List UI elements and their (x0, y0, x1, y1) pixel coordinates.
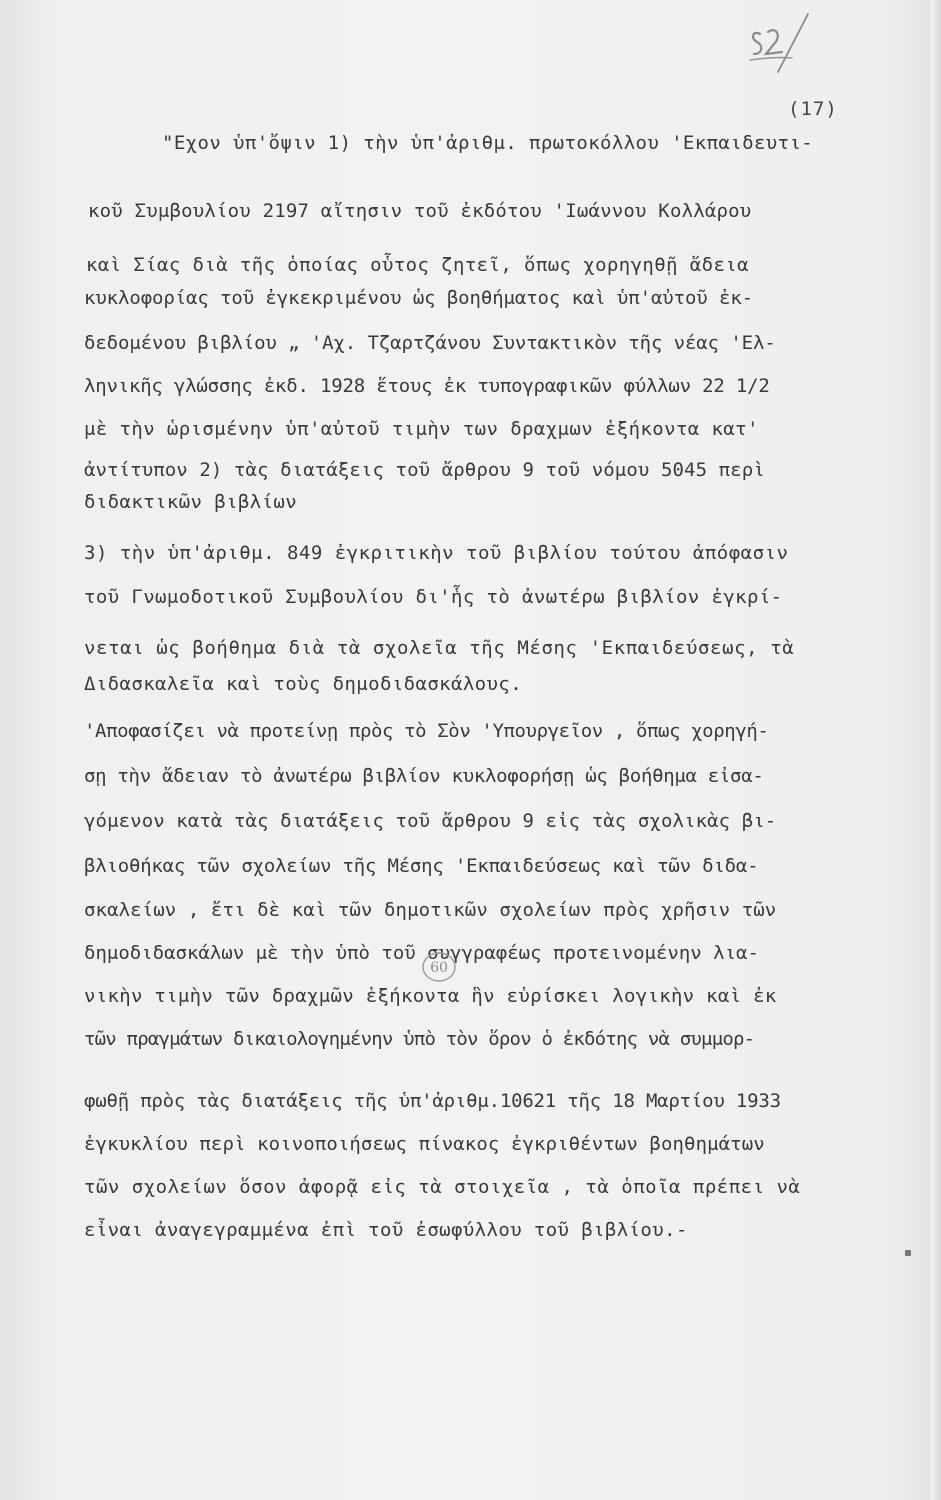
text-line: σκαλείων , ἔτι δὲ καὶ τῶν δημοτικῶν σχολείων πρὸς χρῆσιν τῶν (84, 899, 777, 921)
text-line: νεται ὡς βοήθημα διὰ τὰ σχολεῖα τῆς Μέσης 'Εκπαιδεύσεως, τὰ (84, 637, 795, 659)
text-line: φωθῇ πρὸς τὰς διατάξεις τῆς ὑπ'ἀριθμ.10621 τῆς 18 Μαρτίου 1933 (84, 1090, 781, 1112)
text-line: διδακτικῶν βιβλίων (84, 491, 298, 513)
text-line: δεδομένου βιβλίου „ 'Αχ. Τζαρτζάνου Συντακτικὸν τῆς νέας 'Ελ- (84, 332, 776, 354)
text-line: κυκλοφορίας τοῦ ἐγκεκριμένου ὡς βοηθήματος καὶ ὑπ'αὐτοῦ ἐκ- (84, 287, 753, 309)
page-number: (17) (788, 98, 838, 120)
text-line: μὲ τὴν ὡρισμένην ὑπ'αὐτοῦ τιμὴν των δραχμων ἑξήκοντα κατ' (84, 418, 759, 440)
text-line: τοῦ Γνωμοδοτικοῦ Συμβουλίου δι'ἧς τὸ ἀνωτέρω βιβλίον ἐγκρί- (84, 586, 783, 608)
handwritten-circled-number (420, 950, 458, 984)
text-line: "Εχον ὑπ'ὄψιν 1) τὴν ὑπ'ἀριθμ. πρωτοκόλλου 'Εκπαιδευτι- (162, 132, 814, 154)
text-line: 3) τὴν ὑπ'ἀριθμ. 849 ἐγκριτικὴν τοῦ βιβλίου τούτου ἀπόφασιν (84, 542, 789, 564)
text-line: δημοδιδασκάλων μὲ τὴν ὑπὸ τοῦ συγγραφέως προτεινομένην λια- (84, 942, 759, 964)
text-line: ἀντίτυπον 2) τὰς διατάξεις τοῦ ἄρθρου 9 τοῦ νόμου 5045 περὶ (84, 459, 765, 481)
text-line: κοῦ Συμβουλίου 2197 αἴτησιν τοῦ ἐκδότου 'Ιωάννου Κολλάρου (88, 200, 752, 222)
text-line: τῶν πραγμάτων δικαιολογημένην ὑπὸ τὸν ὅρον ὁ ἐκδότης νὰ συμμορ- (84, 1028, 755, 1050)
text-line: 'Αποφασίζει νὰ προτείνῃ πρὸς τὸ Σὸν 'Υπουργεῖον , ὅπως χορηγή- (84, 720, 769, 742)
text-line: ληνικῆς γλώσσης ἐκδ. 1928 ἔτους ἐκ τυπογραφικῶν φύλλων 22 1/2 (84, 375, 770, 397)
text-line: ἐγκυκλίου περὶ κοινοποιήσεως πίνακος ἐγκριθέντων βοηθημάτων (84, 1133, 765, 1155)
stray-mark (905, 1250, 911, 1256)
text-line: εἶναι ἀναγεγραμμένα ἐπὶ τοῦ ἐσωφύλλου τοῦ βιβλίου.- (84, 1219, 688, 1241)
text-line: Διδασκαλεῖα καὶ τοὺς δημοδιδασκάλους. (84, 673, 523, 695)
text-line: βλιοθήκας τῶν σχολείων τῆς Μέσης 'Εκπαιδεύσεως καὶ τῶν διδα- (84, 855, 759, 877)
text-line: νικὴν τιμὴν τῶν δραχμῶν ἑξήκοντα ἣν εὑρίσκει λογικὴν καὶ ἐκ (84, 985, 777, 1007)
text-line: γόμενον κατὰ τὰς διατάξεις τοῦ ἄρθρου 9 εἰς τὰς σχολικὰς βι- (84, 810, 777, 832)
text-line: τῶν σχολείων ὅσον ἀφορᾷ εἰς τὰ στοιχεῖα , τὰ ὁποῖα πρέπει νὰ (84, 1176, 801, 1198)
text-line: σῃ τὴν ἄδειαν τὸ ἀνωτέρω βιβλίον κυκλοφορήσῃ ὡς βοήθημα εἰσα- (84, 765, 764, 787)
circled-number-text: 60 (430, 960, 448, 976)
text-line: καὶ Σίας διὰ τῆς ὁποίας οὗτος ζητεῖ, ὅπως χορηγηθῇ ἄδεια (86, 254, 749, 276)
